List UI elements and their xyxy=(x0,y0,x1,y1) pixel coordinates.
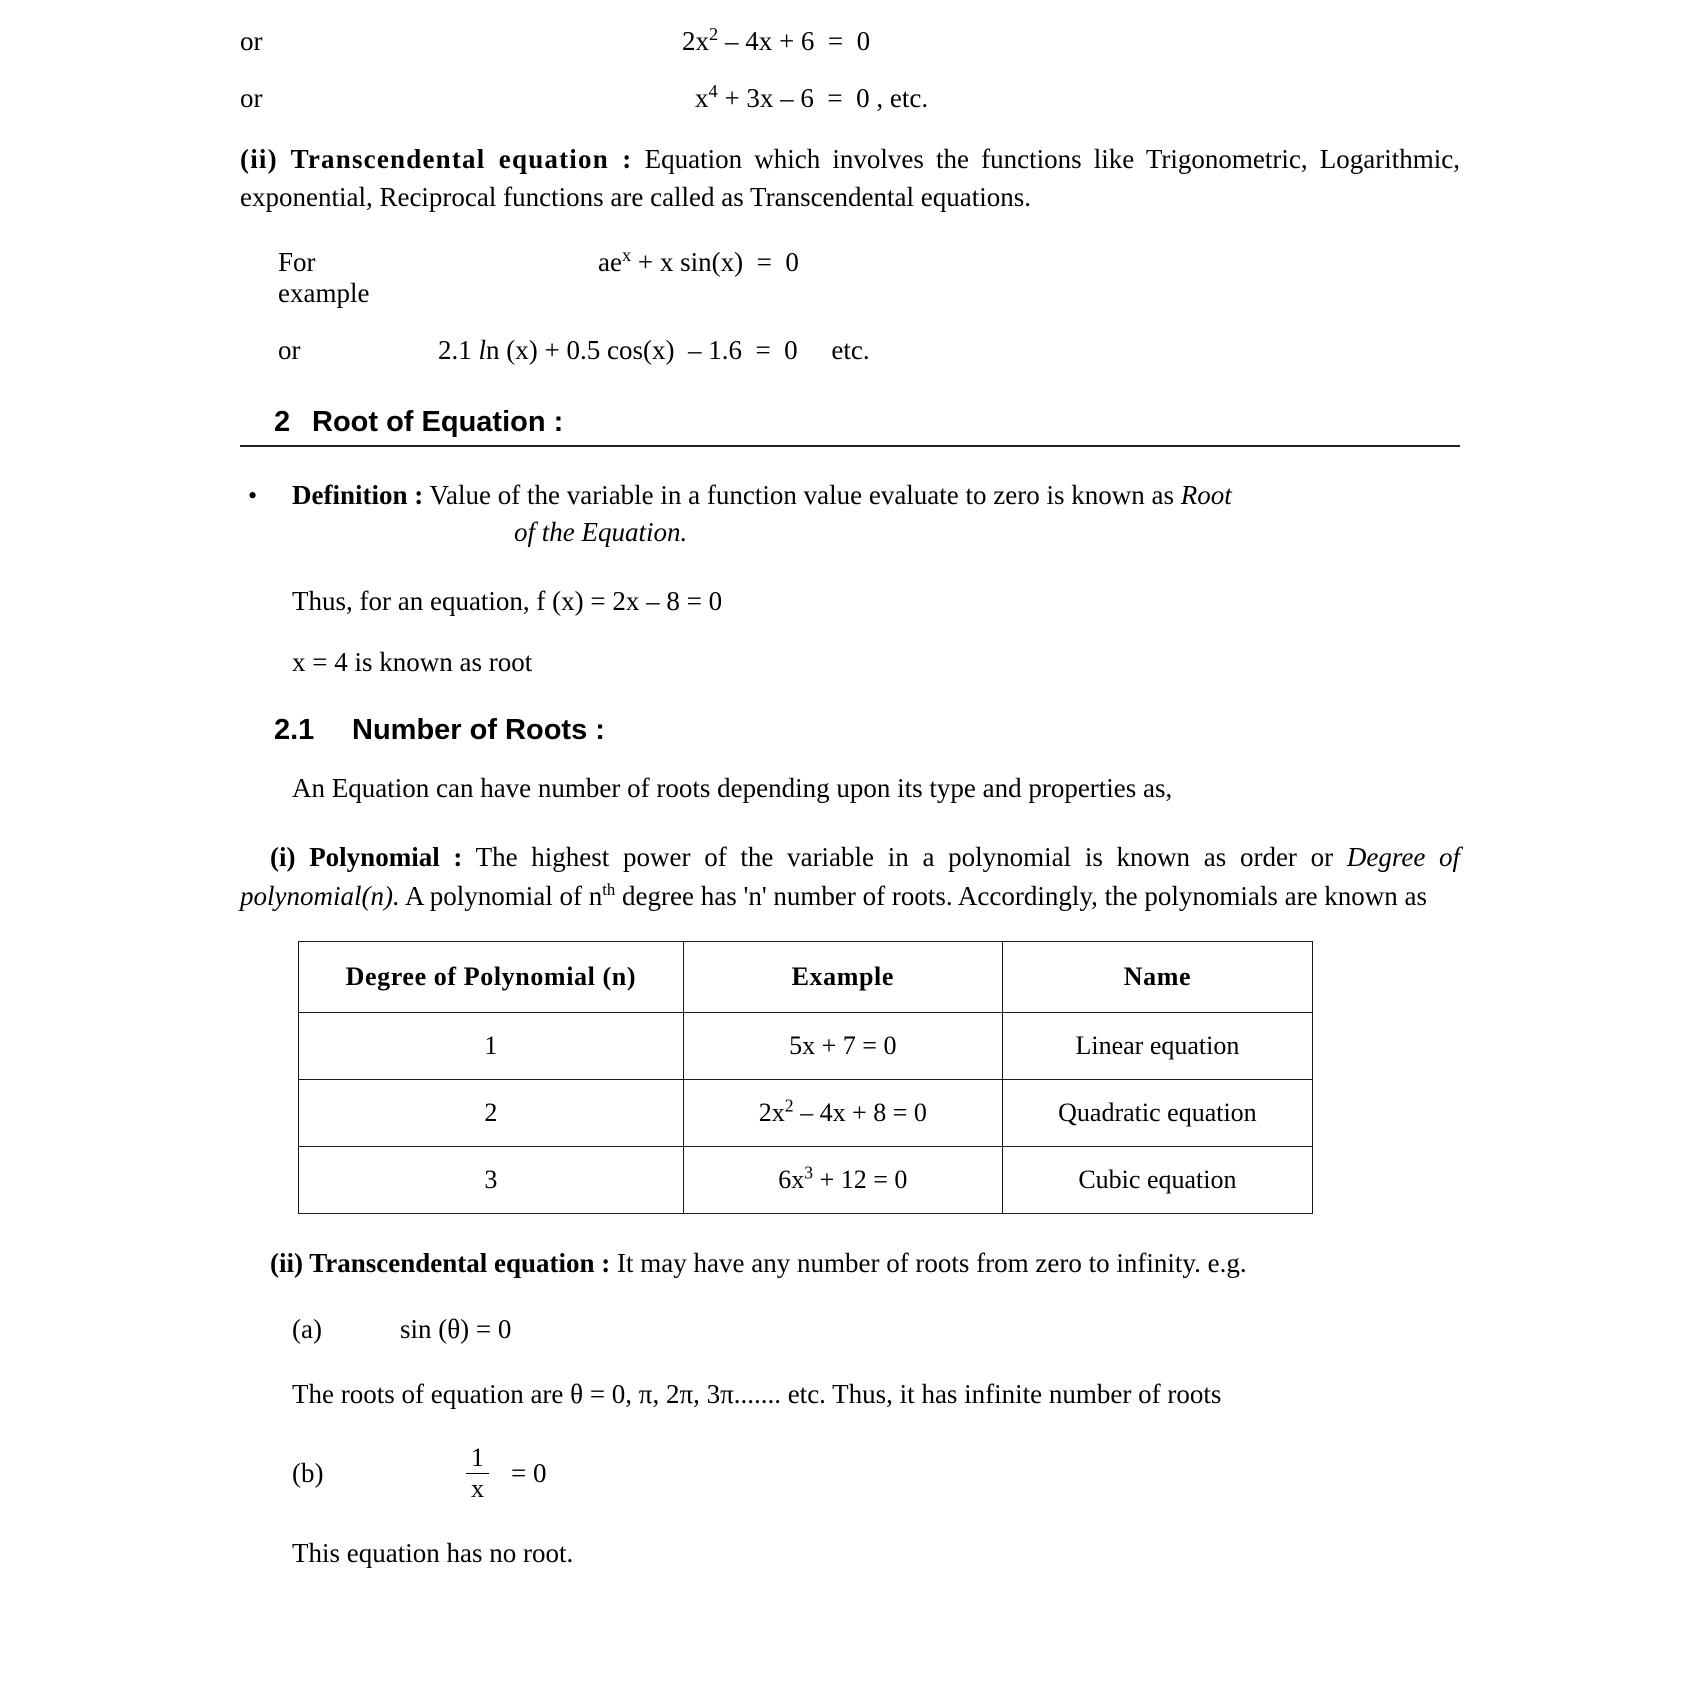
table-example-rest: + 12 = 0 xyxy=(813,1164,908,1194)
example-lead: For example xyxy=(278,246,370,308)
polynomial-label: (i) Polynomial : xyxy=(270,842,463,873)
root-line: x = 4 is known as root xyxy=(292,647,533,678)
example-lead: or xyxy=(278,334,301,365)
section-heading xyxy=(240,406,1460,447)
example-exponent: x xyxy=(621,244,632,265)
example-rest: + x sin(x) = 0 xyxy=(631,246,799,277)
no-root-line: This equation has no root. xyxy=(292,1537,574,1568)
item-a-row xyxy=(240,1314,1460,1345)
equation-rest: – 4x + 6 = 0 xyxy=(718,26,871,56)
equation-lead: or xyxy=(240,83,263,113)
table-example-exponent: 2 xyxy=(784,1095,794,1116)
equation-row xyxy=(240,83,1460,114)
table-header-example: Example xyxy=(683,941,1002,1012)
example-prefix: 2.1 xyxy=(438,334,479,365)
table-cell-name: Linear equation xyxy=(1002,1012,1312,1079)
example-row xyxy=(240,335,1460,366)
thus-line: Thus, for an equation, f (x) = 2x – 8 = 0 xyxy=(292,586,723,617)
table-row xyxy=(299,1079,1313,1146)
transcendental-roots-text: It may have any number of roots from zero to infinity. e.g. xyxy=(610,1247,1247,1278)
definition-italic-inline: Root xyxy=(1180,479,1232,510)
item-a-label: (a) xyxy=(292,1314,322,1345)
example-equation xyxy=(438,335,870,366)
example-italic: l xyxy=(478,334,487,365)
table-example-base: 2x xyxy=(758,1097,785,1127)
table-cell-degree: 3 xyxy=(299,1146,684,1213)
equation-lead: or xyxy=(240,26,263,56)
fraction xyxy=(466,1444,489,1502)
subsection-heading xyxy=(240,714,1460,747)
table-header-degree: Degree of Polynomial (n) xyxy=(299,941,684,1012)
table-cell-degree: 1 xyxy=(299,1012,684,1079)
definition-italic-second-line: of the Equation. xyxy=(514,517,688,548)
transcendental-definition-text: Equation which involves the functions like Trigonometric, Logarithmic, exponential, Reciprocal functions are called as Transcendental equations. xyxy=(240,144,1460,213)
item-b-equation xyxy=(460,1444,546,1502)
equation-text xyxy=(695,83,928,114)
equation-exponent: 4 xyxy=(708,81,718,101)
table-cell-name: Cubic equation xyxy=(1002,1146,1312,1213)
fraction-denominator: x xyxy=(471,1473,484,1503)
fraction-numerator: 1 xyxy=(466,1444,489,1473)
polynomial-text-3: degree has 'n' number of roots. Accordingly, the polynomials are known as xyxy=(615,880,1428,911)
equation-base: x xyxy=(695,83,709,113)
item-b-tail: = 0 xyxy=(511,1457,547,1488)
table-example-rest: – 4x + 8 = 0 xyxy=(793,1097,927,1127)
table-example-exponent: 3 xyxy=(804,1162,814,1183)
equation-text xyxy=(682,26,870,57)
table-row xyxy=(299,1012,1313,1079)
page-content xyxy=(240,0,1460,1569)
section-title: Root of Equation : xyxy=(312,405,564,438)
table-cell-example xyxy=(683,1146,1002,1213)
example-row xyxy=(240,244,1460,309)
table-cell-name: Quadratic equation xyxy=(1002,1079,1312,1146)
bullet-icon: • xyxy=(248,480,258,510)
transcendental-roots-label: (ii) Transcendental equation : xyxy=(270,1247,611,1278)
polynomial-paragraph xyxy=(240,838,1460,915)
transcendental-definition-paragraph xyxy=(240,140,1460,217)
item-a-equation: sin (θ) = 0 xyxy=(400,1314,512,1345)
example-base: ae xyxy=(598,246,622,277)
table-example-base: 5x + 7 = 0 xyxy=(789,1030,897,1060)
section-number: 2 xyxy=(274,405,291,438)
table-example-base: 6x xyxy=(778,1164,805,1194)
equation-rest: + 3x – 6 = 0 , etc. xyxy=(717,83,929,113)
item-b-label: (b) xyxy=(292,1457,324,1488)
table-header-name: Name xyxy=(1002,941,1312,1012)
table-row xyxy=(299,1146,1313,1213)
subsection-number: 2.1 xyxy=(274,714,315,747)
polynomial-italic-1: Degree of polynomial(n). xyxy=(240,842,1461,911)
polynomial-text-2: A polynomial of n xyxy=(399,880,603,911)
equation-base: 2x xyxy=(682,26,709,56)
polynomial-superscript: th xyxy=(602,879,616,899)
transcendental-roots-paragraph xyxy=(240,1244,1460,1282)
definition-bullet-row xyxy=(240,477,1460,553)
roots-theta-line: The roots of equation are θ = 0, π, 2π, 3π....... etc. Thus, it has infinite number of roots xyxy=(292,1379,1222,1410)
equation-row xyxy=(240,26,1460,57)
transcendental-definition-label: (ii) Transcendental equation : xyxy=(240,144,633,174)
definition-text: Value of the variable in a function value evaluate to zero is known as xyxy=(423,479,1181,510)
definition-text-block xyxy=(292,477,1460,553)
equation-exponent: 2 xyxy=(709,24,719,44)
example-equation xyxy=(598,244,799,278)
table-cell-degree: 2 xyxy=(299,1079,684,1146)
roots-intro-line: An Equation can have number of roots depending upon its type and properties as, xyxy=(292,773,1173,804)
table-cell-example xyxy=(683,1079,1002,1146)
table-cell-example xyxy=(683,1012,1002,1079)
definition-label: Definition : xyxy=(292,479,424,510)
subsection-title: Number of Roots : xyxy=(352,714,605,747)
example-suffix: n (x) + 0.5 cos(x) – 1.6 = 0 etc. xyxy=(486,334,870,365)
polynomial-degree-table xyxy=(298,941,1313,1214)
polynomial-text-1: The highest power of the variable in a polynomial is known as order or xyxy=(462,842,1347,873)
table-header-row xyxy=(299,941,1313,1012)
item-b-row xyxy=(240,1444,1460,1502)
